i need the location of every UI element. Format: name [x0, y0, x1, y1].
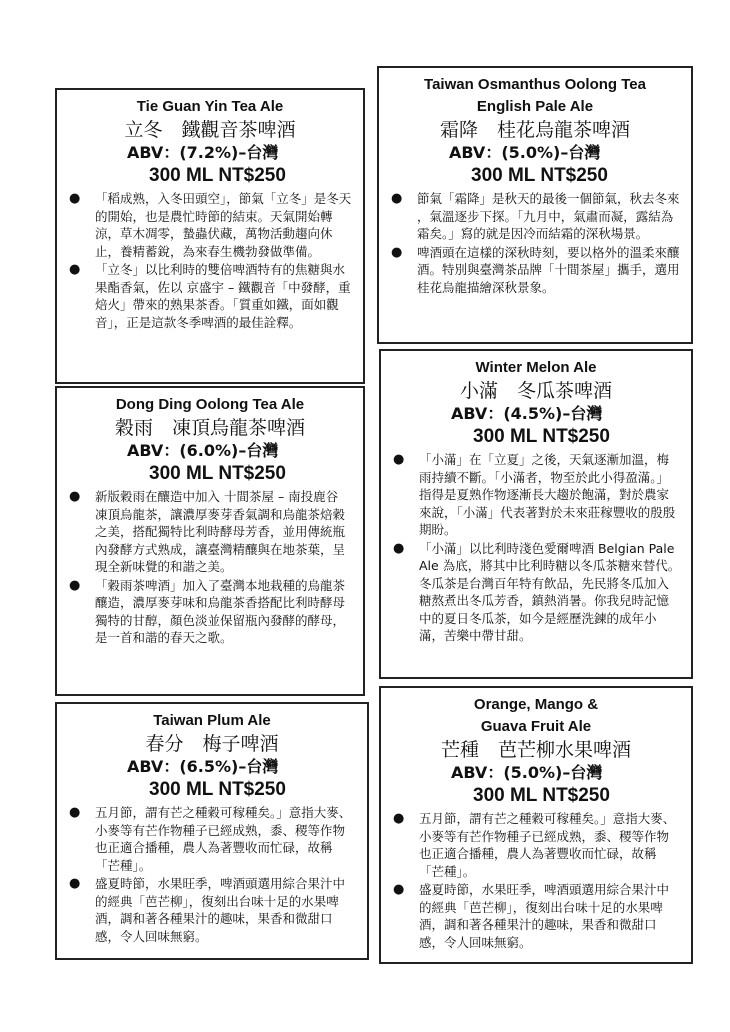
- price-label: 300 ML NT$250: [473, 426, 610, 447]
- card-dong-ding-oolong: [55, 386, 365, 696]
- price-label: 300 ML NT$250: [473, 785, 610, 806]
- price-label: 300 ML NT$250: [149, 779, 286, 800]
- bullet-icon: ●: [69, 191, 81, 206]
- list-item: ● 盛夏時節，水果旺季，啤酒頭選用綜合果汁中的經典「芭芒柳」，復刻出台味十足的水果啤酒，調和著各種果汁的趣味，果香和微甜口感，令人回味無窮。: [69, 876, 346, 944]
- card-orange-mango-guava: [379, 686, 693, 964]
- abv-label: ABV：(4.5%)–台灣: [451, 404, 603, 423]
- abv-label: ABV：(5.0%)–台灣: [449, 143, 601, 162]
- description-list: [389, 190, 681, 296]
- bullet-icon: ●: [69, 876, 81, 891]
- bullet-icon: ●: [69, 805, 81, 820]
- description-list: [391, 810, 681, 951]
- list-item: ● 「小滿」以比利時淺色愛爾啤酒 Belgian Pale Ale 為底，將其中比利時糖以冬瓜茶糖來替代。冬瓜茶是台灣百年特有飲品，先民將冬瓜加入糖熬煮出冬瓜芳香，鎮熱消暑。你我兒時記憶中的夏日冬瓜茶，如今是經歷洗鍊的成年小滿，苦樂中帶甘甜。: [393, 540, 681, 643]
- bullet-icon: ●: [393, 882, 405, 897]
- beer-name-zh: 霜降 桂花烏龍茶啤酒: [439, 119, 630, 141]
- list-item: ● 「立冬」以比利時的雙倍啤酒特有的焦糖與水果酯香氣，佐以 京盛宇 – 鐵觀音「中發酵，重焙火」帶來的熟果茶香。「質重如鐵，面如觀音」，正是這款冬季啤酒的最佳詮釋。: [69, 262, 351, 330]
- list-item: ● 「稻成熟，入冬田頭空」，節氣「立冬」是冬天的開始，也是農忙時節的結束。天氣開始轉涼，草木凋零，蟄蟲伏藏，萬物活動趨向休止，養精蓄銳，為來春生機勃發做準備。: [69, 191, 352, 259]
- beer-name-en: Winter Melon Ale: [475, 359, 597, 376]
- beer-name-zh: 立冬 鐵觀音茶啤酒: [124, 119, 296, 141]
- beer-name-zh: 芒種 芭芒柳水果啤酒: [440, 739, 631, 761]
- abv-label: ABV：(6.5%)–台灣: [127, 757, 279, 776]
- list-item: ● 「小滿」在「立夏」之後，天氣逐漸加溫，梅雨持續不斷。「小滿者，物至於此小得盈滿。」指得是夏熟作物逐漸長大趨於飽滿，對於農家來說，「小滿」代表著對於未來莊稼豐收的殷殷期盼。: [393, 452, 676, 537]
- abv-label: ABV：(7.2%)–台灣: [127, 143, 279, 162]
- bullet-icon: ●: [391, 244, 403, 260]
- bullet-icon: ●: [393, 540, 405, 556]
- bullet-icon: ●: [391, 191, 403, 206]
- beer-name-en: Dong Ding Oolong Tea Ale: [115, 396, 305, 413]
- price-label: 300 ML NT$250: [149, 463, 286, 484]
- beer-name-en-line2: Guava Fruit Ale: [480, 718, 592, 735]
- bullet-icon: ●: [69, 577, 81, 593]
- list-item: ● 五月節，謂有芒之種穀可稼種矣。」意指大麥、小麥等有芒作物種子已經成熟，黍、稷等作物也正適合播種，農人為著豐收而忙碌，故稱「芒種」。: [69, 805, 352, 873]
- beer-name-zh: 小滿 冬瓜茶啤酒: [459, 380, 612, 402]
- beer-name-en: Taiwan Plum Ale: [153, 712, 271, 729]
- description-list: [391, 451, 681, 645]
- card-taiwan-plum: [55, 702, 369, 960]
- abv-label: ABV：(5.0%)–台灣: [451, 763, 603, 782]
- bullet-icon: ●: [393, 811, 405, 826]
- beer-name-zh: 穀雨 凍頂烏龍茶啤酒: [114, 417, 305, 439]
- description-list: [67, 488, 353, 647]
- beer-name-en: Taiwan Osmanthus Oolong Tea: [424, 76, 646, 93]
- bullet-icon: ●: [393, 452, 405, 467]
- description-list: [67, 804, 357, 945]
- abv-label: ABV：(6.0%)–台灣: [127, 441, 279, 460]
- price-label: 300 ML NT$250: [149, 165, 286, 186]
- bullet-icon: ●: [69, 489, 81, 504]
- list-item: ● 盛夏時節，水果旺季，啤酒頭選用綜合果汁中的經典「芭芒柳」，復刻出台味十足的水果啤酒，調和著各種果汁的趣味，果香和微甜口感，令人回味無窮。: [393, 882, 670, 950]
- card-tie-guan-yin: [55, 88, 365, 384]
- card-osmanthus-oolong: [377, 66, 693, 344]
- list-item: ● 五月節，謂有芒之種穀可稼種矣。」意指大麥、小麥等有芒作物種子已經成熟，黍、稷等作物也正適合播種，農人為著豐收而忙碌，故稱「芒種」。: [393, 811, 676, 879]
- description-list: [67, 190, 353, 331]
- list-item: ● 新版穀雨在釀造中加入 十間茶屋 – 南投鹿谷 凍頂烏龍茶，讓濃厚麥芽香氣調和烏龍茶焙穀之美，搭配獨特比利時酵母芳香，並用傳統瓶內發酵方式熟成，讓臺灣精釀與在地茶葉，呈現全新味覺的和諧之美。: [69, 489, 346, 574]
- price-label: 300 ML NT$250: [471, 165, 608, 186]
- list-item: ● 啤酒頭在這樣的深秋時刻，要以格外的溫柔來釀酒。特別與臺灣茶品牌「十間茶屋」攜手，選用桂花烏龍描繪深秋景象。: [391, 244, 680, 295]
- bullet-icon: ●: [69, 262, 81, 277]
- beer-name-en-line2: English Pale Ale: [476, 98, 594, 115]
- beer-name-en: Tie Guan Yin Tea Ale: [136, 98, 284, 115]
- list-item: ● 節氣「霜降」是秋天的最後一個節氣，秋去冬來 ，氣溫逐步下探。「九月中，氣肅而凝，露結為霜矣。」寫的就是因冷而結霜的深秋場景。: [391, 191, 680, 241]
- beer-name-en: Orange, Mango &: [473, 696, 599, 713]
- card-winter-melon: [379, 349, 693, 679]
- list-item: ● 「穀雨茶啤酒」加入了臺灣本地栽種的烏龍茶釀造，濃厚麥芽味和烏龍茶香搭配比利時酵母獨特的甘醇，顏色淡並保留瓶內發酵的酵母，是一首和諧的春天之歌。: [69, 577, 346, 645]
- beer-name-zh: 春分 梅子啤酒: [145, 733, 279, 755]
